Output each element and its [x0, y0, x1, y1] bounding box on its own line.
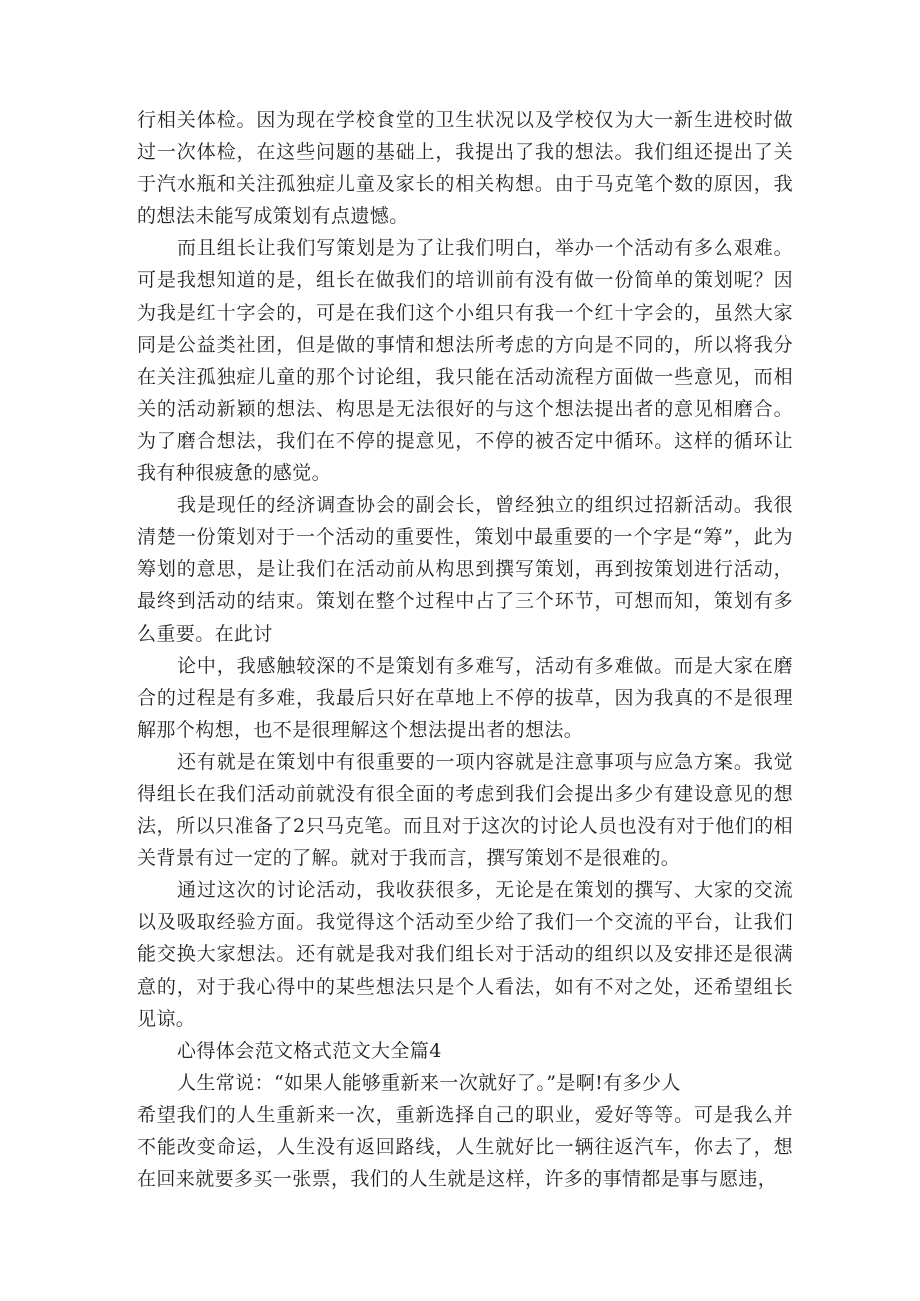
paragraph: 还有就是在策划中有很重要的一项内容就是注意事项与应急方案。我觉得组长在我们活动前就没有很全面的考虑到我们会提出多少有建设意见的想法，所以只准备了2只马克笔。而且对于这次的讨论人员也没有对于他们的相关背景有过一定的了解。就对于我而言，撰写策划不是很难的。: [137, 750, 793, 870]
paragraph: 行相关体检。因为现在学校食堂的卫生状况以及学校仅为大一新生进校时做过一次体检，在这些问题的基础上，我提出了我的想法。我们组还提出了关于汽水瓶和关注孤独症儿童及家长的相关构想。由于马克笔个数的原因，我的想法未能写成策划有点遗憾。: [137, 109, 793, 228]
document-body: [137, 104, 793, 1195]
paragraph: 希望我们的人生重新来一次，重新选择自己的职业，爱好等等。可是我么并不能改变命运，人生没有返回路线，人生就好比一辆往返汽车，你去了，想在回来就要多买一张票，我们的人生就是这样，许多的事情都是事与愿违，: [137, 1103, 793, 1191]
paragraph: 通过这次的讨论活动，我收获很多，无论是在策划的撰写、大家的交流以及吸取经验方面。我觉得这个活动至少给了我们一个交流的平台，让我们能交换大家想法。还有就是我对我们组长对于活动的组织以及安排还是很满意的，对于我心得中的某些想法只是个人看法，如有不对之处，还希望组长见谅。: [137, 879, 793, 1030]
paragraph: 人生常说：“如果人能够重新来一次就好了。”是啊!有多少人: [177, 1071, 681, 1094]
paragraph: 论中，我感触较深的不是策划有多难写，活动有多难做。而是大家在磨合的过程是有多难，我最后只好在草地上不停的拔草，因为我真的不是很理解那个构想，也不是很理解这个想法提出者的想法。: [137, 654, 793, 741]
paragraph: 我是现任的经济调查协会的副会长，曾经独立的组织过招新活动。我很清楚一份策划对于一个活动的重要性，策划中最重要的一个字是“筹”，此为筹划的意思，是让我们在活动前从构思到撰写策划，再到按策划进行活动，最终到活动的结束。策划在整个过程中占了三个环节，可想而知，策划有多么重要。在此讨: [137, 494, 793, 645]
section-heading: 心得体会范文格式范文大全篇4: [177, 1039, 442, 1062]
paragraph: 而且组长让我们写策划是为了让我们明白，举办一个活动有多么艰难。可是我想知道的是，组长在做我们的培训前有没有做一份简单的策划呢？因为我是红十字会的，可是在我们这个小组只有我一个红十字会的，虽然大家同是公益类社团，但是做的事情和想法所考虑的方向是不同的，所以将我分在关注孤独症儿童的那个讨论组，我只能在活动流程方面做一些意见，而相关的活动新颖的想法、构思是无法很好的与这个想法提出者的意见相磨合。为了磨合想法，我们在不停的提意见，不停的被否定中循环。这样的循环让我有种很疲惫的感觉。: [137, 237, 793, 485]
